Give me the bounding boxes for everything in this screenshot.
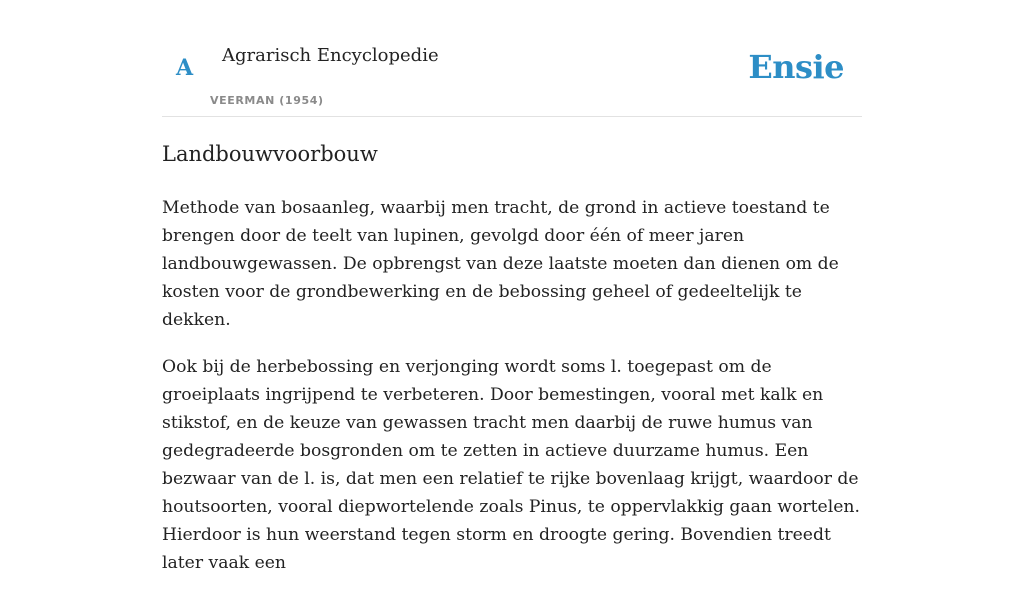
source-title-link[interactable]: Agrarisch Encyclopedie (222, 45, 439, 66)
ensie-logo-link[interactable]: Ensie (748, 48, 844, 86)
author-label: VEERMAN (1954) (210, 94, 324, 107)
entry-paragraph: Ook bij de herbebossing en verjonging wordt soms l. toegepast om de groeiplaats ingrijpend te verbeteren. Door bemestingen, vooral met kalk en stikstof, en de keuze van gewassen tracht men daarbij de ruwe humus van gedegradeerde bosgronden om te zetten in actieve duurzame humus. Een bezwaar van de l. is, dat men een relatief te rijke bovenlaag krijgt, waardoor de houtsoorten, vooral diepwortelende zoals Pinus, te oppervlakkig gaan wortelen. Hierdoor is hun weerstand tegen storm en droogte gering. Bovendien treedt later vaak een (162, 357, 860, 573)
entry-title: Landbouwvoorbouw (162, 142, 378, 166)
source-header (162, 0, 862, 117)
letter-badge[interactable]: A (176, 55, 194, 81)
entry-paragraph: Methode van bosaanleg, waarbij men tracht, de grond in actieve toestand te brengen door de teelt van lupinen, gevolgd door één of meer jaren landbouwgewassen. De opbrengst van deze laatste moeten dan dienen om de kosten voor de grondbewerking en de bebossing geheel of gedeeltelijk te dekken. (162, 198, 839, 330)
entry-content (162, 138, 862, 596)
